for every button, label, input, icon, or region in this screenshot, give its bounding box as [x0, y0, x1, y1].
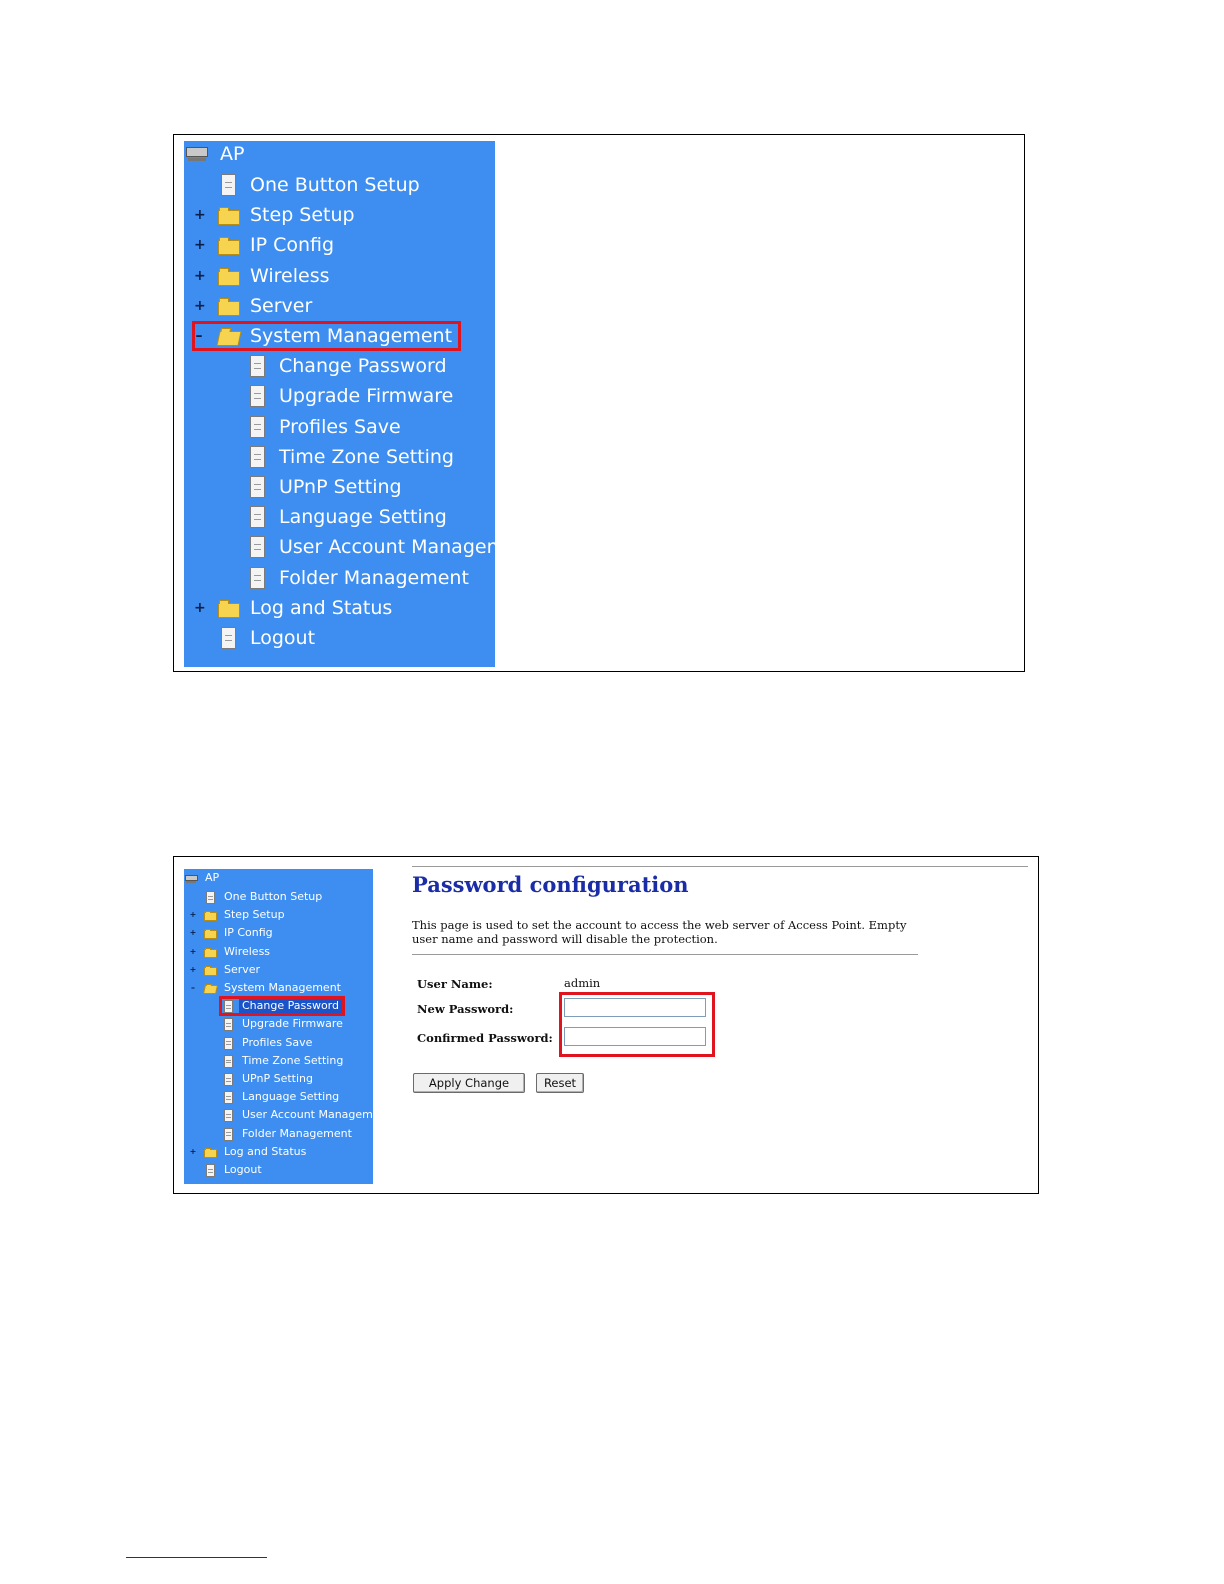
- computer-icon: [186, 143, 208, 165]
- tree-root-label: AP: [205, 871, 220, 884]
- nav-tree-expanded: [184, 141, 537, 667]
- tree-item-label: Wireless: [250, 264, 330, 287]
- tree-item-folder-management[interactable]: [184, 563, 495, 593]
- tree-item-logout[interactable]: [184, 623, 495, 653]
- footnote-rule: [126, 1557, 267, 1558]
- user-name-label: User Name:: [417, 977, 493, 991]
- tree-item-label: Time Zone Setting: [279, 445, 454, 468]
- folder-icon: [204, 964, 217, 977]
- tree-item-server[interactable]: [184, 961, 373, 979]
- tree-item-system-management[interactable]: [184, 979, 373, 997]
- tree-item-label: UPnP Setting: [242, 1072, 313, 1085]
- tree-item-log-and-status[interactable]: [184, 593, 495, 623]
- new-password-label: New Password:: [417, 1002, 514, 1016]
- computer-icon: [185, 872, 198, 885]
- folder-icon: [204, 946, 217, 959]
- page-icon: [222, 1128, 235, 1141]
- tree-item-label: Upgrade Firmware: [242, 1017, 343, 1031]
- expand-icon[interactable]: +: [194, 599, 206, 616]
- tree-item-label: Upgrade Firmware: [279, 385, 454, 408]
- folder-icon: [204, 927, 217, 940]
- tree-item-label: IP Config: [224, 926, 273, 940]
- tree-item-label: Profiles Save: [279, 415, 401, 438]
- expand-icon[interactable]: +: [194, 267, 206, 284]
- tree-item-server[interactable]: [184, 291, 495, 321]
- page-icon: [247, 567, 269, 589]
- page-icon: [222, 1091, 235, 1104]
- tree-item-upnp-setting[interactable]: [184, 1070, 373, 1088]
- tree-item-log-and-status[interactable]: [184, 1143, 373, 1161]
- tree-item-label: Change Password: [242, 999, 339, 1013]
- tree-item-label: One Button Setup: [224, 890, 323, 903]
- tree-item-step-setup[interactable]: [184, 200, 495, 230]
- tree-item-label: Wireless: [224, 944, 271, 958]
- folder-icon: [204, 909, 217, 922]
- tree-item-step-setup[interactable]: [184, 906, 373, 924]
- folder-icon: [204, 1146, 217, 1159]
- tree-item-label: Folder Management: [242, 1126, 352, 1140]
- tree-item-label: UPnP Setting: [279, 476, 402, 498]
- page-icon: [247, 355, 269, 377]
- confirmed-password-label: Confirmed Password:: [417, 1031, 553, 1045]
- page-icon: [247, 536, 269, 558]
- tree-item-label: Language Setting: [242, 1090, 340, 1104]
- tree-item-one-button-setup[interactable]: [184, 170, 495, 200]
- tree-item-upnp-setting[interactable]: [184, 472, 495, 502]
- page-icon: [222, 1037, 235, 1050]
- open-folder-icon: [204, 982, 217, 995]
- tree-item-label: IP Config: [250, 234, 335, 257]
- folder-icon: [218, 265, 240, 287]
- page-icon: [222, 1018, 235, 1031]
- page-description: This page is used to set the account to access the web server of Access Point. Empty user name and password will disable the protection.: [412, 918, 907, 946]
- page-icon: [247, 506, 269, 528]
- tree-item-change-password[interactable]: [184, 351, 495, 381]
- password-config-panel: [412, 866, 1032, 1186]
- reset-button[interactable]: Reset: [536, 1073, 584, 1093]
- page-icon: [247, 416, 269, 438]
- tree-item-user-account-management[interactable]: [184, 532, 537, 562]
- expand-icon[interactable]: +: [194, 237, 206, 254]
- tree-item-label: Step Setup: [224, 908, 285, 922]
- tree-item-time-zone-setting[interactable]: [184, 442, 495, 472]
- expand-icon[interactable]: +: [194, 297, 206, 314]
- tree-item-label: Folder Management: [279, 566, 469, 589]
- tree-item-label: Logout: [250, 627, 316, 649]
- page-icon: [204, 891, 217, 904]
- tree-item-ip-config[interactable]: [184, 230, 495, 260]
- content-top-rule: [412, 866, 1028, 867]
- folder-icon: [218, 295, 240, 317]
- page-icon: [204, 1164, 217, 1177]
- tree-item-label: Step Setup: [250, 204, 355, 227]
- tree-item-profiles-save[interactable]: [184, 412, 495, 442]
- folder-icon: [218, 204, 240, 226]
- tree-item-highlight-box: [192, 321, 461, 351]
- tree-item-label: Server: [224, 962, 261, 976]
- folder-icon: [218, 234, 240, 256]
- tree-item-label: Time Zone Setting: [242, 1053, 344, 1067]
- tree-item-label: Profiles Save: [242, 1035, 313, 1049]
- tree-item-folder-management[interactable]: [184, 1125, 373, 1143]
- expand-icon[interactable]: +: [189, 946, 197, 956]
- tree-item-label: Logout: [224, 1163, 262, 1176]
- expand-icon[interactable]: +: [189, 910, 197, 920]
- apply-change-button[interactable]: Apply Change: [413, 1073, 525, 1093]
- page-icon: [222, 1073, 235, 1086]
- tree-item-label: Log and Status: [224, 1144, 307, 1158]
- tree-item-wireless[interactable]: [184, 261, 495, 291]
- tree-root-label: AP: [220, 143, 245, 165]
- tree-item-language-setting[interactable]: [184, 1088, 373, 1106]
- tree-item-label: System Management: [224, 981, 341, 994]
- nav-tree-small: [184, 869, 391, 1184]
- tree-item-one-button-setup[interactable]: [184, 888, 373, 906]
- tree-item-wireless[interactable]: [184, 943, 373, 961]
- tree-item-label: System Management: [250, 325, 453, 347]
- tree-item-label: Log and Status: [250, 596, 393, 619]
- page-icon: [222, 1055, 235, 1068]
- tree-item-label: Server: [250, 294, 313, 317]
- tree-item-language-setting[interactable]: [184, 502, 495, 532]
- page-icon: [247, 446, 269, 468]
- collapse-icon[interactable]: –: [191, 983, 195, 992]
- page-icon: [247, 385, 269, 407]
- tree-item-upgrade-firmware[interactable]: [184, 1015, 373, 1033]
- expand-icon[interactable]: +: [189, 1146, 197, 1156]
- tree-root-ap[interactable]: [184, 869, 373, 887]
- tree-item-label: One Button Setup: [250, 174, 420, 196]
- tree-item-logout[interactable]: [184, 1161, 373, 1179]
- tree-root-ap[interactable]: [184, 139, 495, 169]
- tree-item-user-account-management[interactable]: [184, 1106, 391, 1124]
- expand-icon[interactable]: +: [194, 207, 206, 224]
- expand-icon[interactable]: +: [189, 928, 197, 938]
- expand-icon[interactable]: +: [189, 964, 197, 974]
- tree-item-label: User Account Management: [279, 536, 537, 559]
- tree-item-label: User Account Management: [242, 1108, 391, 1122]
- tree-item-upgrade-firmware[interactable]: [184, 381, 495, 411]
- user-name-value: admin: [564, 976, 601, 990]
- password-fields-highlight: [559, 992, 715, 1057]
- tree-item-ip-config[interactable]: [184, 924, 373, 942]
- tree-item-profiles-save[interactable]: [184, 1034, 373, 1052]
- page-title: Password configuration: [412, 872, 689, 897]
- tree-item-time-zone-setting[interactable]: [184, 1052, 373, 1070]
- page-icon: [222, 1109, 235, 1122]
- page-icon: [247, 476, 269, 498]
- collapse-icon[interactable]: –: [195, 328, 203, 344]
- tree-item-label: Change Password: [279, 355, 447, 378]
- tree-item-highlight-box: [219, 996, 345, 1016]
- tree-item-label: Language Setting: [279, 506, 447, 529]
- folder-icon: [218, 597, 240, 619]
- page-icon: [218, 174, 240, 196]
- page-icon: [218, 627, 240, 649]
- section-divider: [412, 954, 918, 955]
